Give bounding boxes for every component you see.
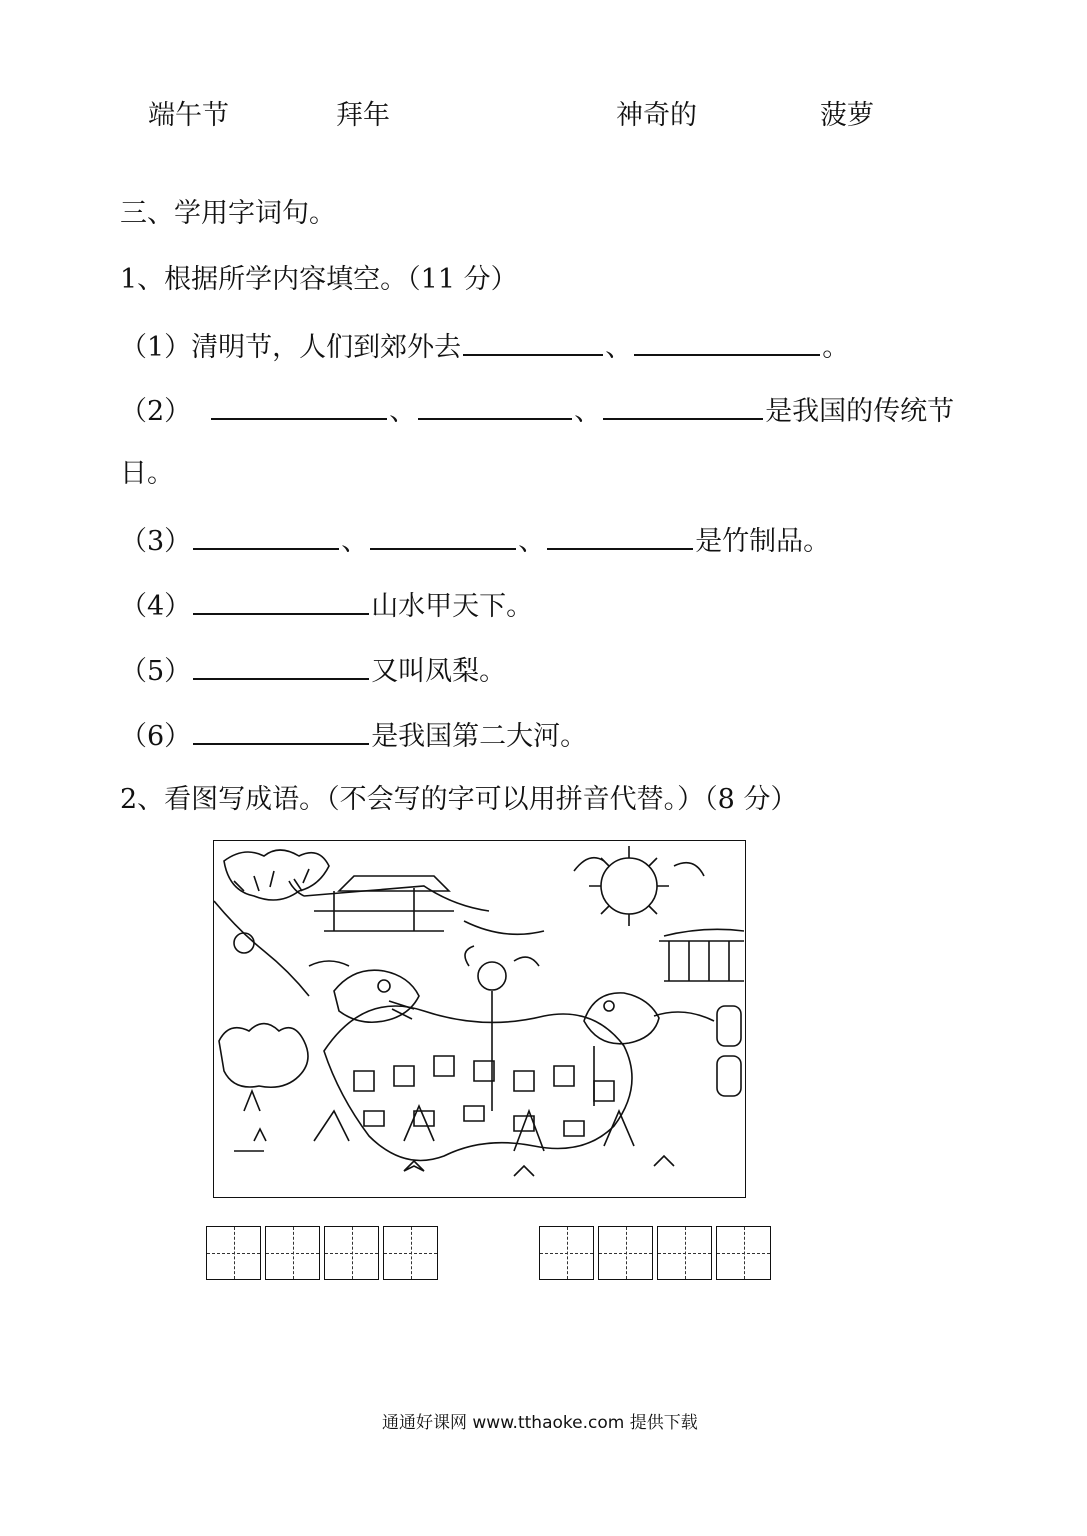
blank-1a[interactable] <box>463 328 603 356</box>
item-2-prefix: （2） <box>120 396 192 427</box>
word-bainian: 拜年 <box>336 100 390 131</box>
q1-item-1 <box>120 328 849 366</box>
footer-credit: 通通好课网 www.tthaoke.com 提供下载 <box>382 1413 698 1433</box>
answer-box-2-char-4[interactable] <box>716 1226 771 1280</box>
blank-1b[interactable] <box>634 328 820 356</box>
dragon-dance-illustration <box>213 840 746 1198</box>
word-shenqide: 神奇的 <box>616 100 697 131</box>
item-6-suffix: 是我国第二大河。 <box>371 721 588 752</box>
q1-title: 1、根据所学内容填空。（11 分） <box>120 264 518 295</box>
item-1-end: 。 <box>822 332 850 363</box>
blank-4[interactable] <box>193 587 369 615</box>
q1-item-5 <box>120 652 506 690</box>
answer-box-2-char-1[interactable] <box>539 1226 594 1280</box>
q1-item-4 <box>120 587 533 625</box>
q1-item-6 <box>120 717 587 755</box>
item-1-prefix: （1）清明节，人们到郊外去 <box>120 332 462 363</box>
item-4-suffix: 山水甲天下。 <box>371 591 534 622</box>
blank-6[interactable] <box>193 717 369 745</box>
blank-3a[interactable] <box>193 522 339 550</box>
blank-2c[interactable] <box>603 392 763 420</box>
blank-5[interactable] <box>193 652 369 680</box>
separator: 、 <box>574 396 602 427</box>
item-3-prefix: （3） <box>120 526 192 557</box>
item-3-suffix: 是竹制品。 <box>695 526 831 557</box>
item-6-prefix: （6） <box>120 721 192 752</box>
answer-box-1-char-1[interactable] <box>206 1226 261 1280</box>
separator: 、 <box>389 396 417 427</box>
q1-item-2 <box>120 392 954 430</box>
blank-2b[interactable] <box>418 392 572 420</box>
item-5-prefix: （5） <box>120 656 192 687</box>
item-2-suffix: 是我国的传统节 <box>765 396 955 427</box>
answer-box-1-char-4[interactable] <box>383 1226 438 1280</box>
blank-3c[interactable] <box>547 522 693 550</box>
blank-3b[interactable] <box>370 522 516 550</box>
answer-box-1-char-3[interactable] <box>324 1226 379 1280</box>
answer-box-2-char-2[interactable] <box>598 1226 653 1280</box>
separator: 、 <box>605 332 633 363</box>
answer-box-2-char-3[interactable] <box>657 1226 712 1280</box>
word-boluo: 菠萝 <box>820 100 874 131</box>
separator: 、 <box>518 526 546 557</box>
q1-item-2-continued: 日。 <box>120 458 174 489</box>
item-4-prefix: （4） <box>120 591 192 622</box>
answer-box-1-char-2[interactable] <box>265 1226 320 1280</box>
item-5-suffix: 又叫凤梨。 <box>371 656 507 687</box>
blank-2a[interactable] <box>211 392 387 420</box>
q2-title: 2、看图写成语。（不会写的字可以用拼音代替。）（8 分） <box>120 784 798 815</box>
separator: 、 <box>341 526 369 557</box>
q1-item-3 <box>120 522 830 560</box>
section-title: 三、学用字词句。 <box>120 198 336 229</box>
word-duanwujie: 端午节 <box>148 100 229 131</box>
